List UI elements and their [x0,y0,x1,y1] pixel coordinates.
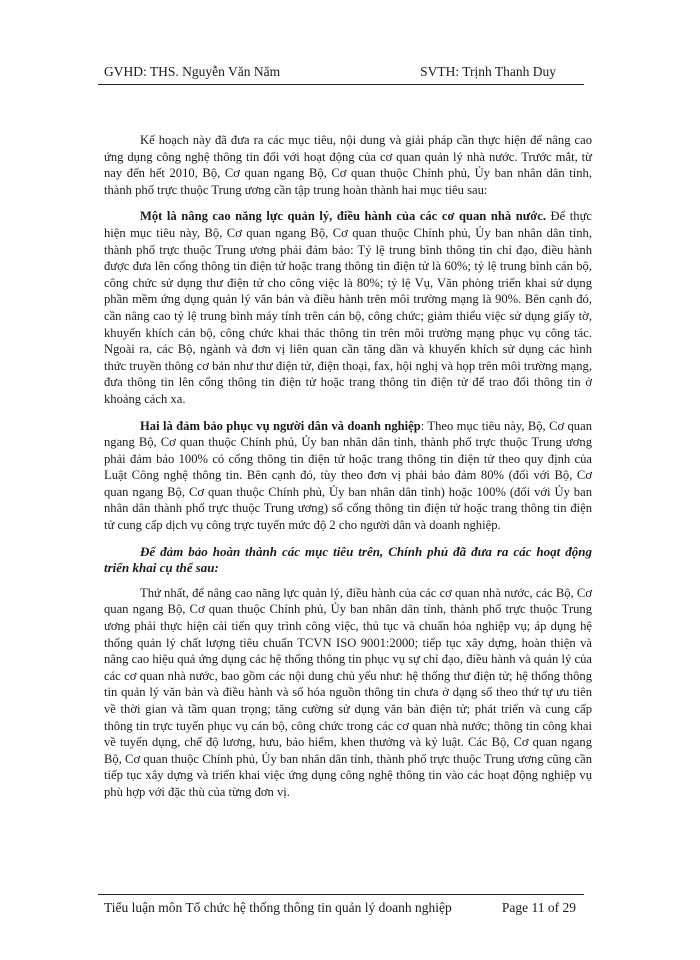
header-instructor: GVHD: THS. Nguyễn Văn Năm [104,64,281,79]
document-body [104,132,592,811]
goal-1-lead: Một là nâng cao năng lực quản lý, điều hành của các cơ quan nhà nước. [140,209,546,224]
footer-title: Tiểu luận môn Tổ chức hệ thống thông tin quản lý doanh nghiệp [104,900,452,915]
paragraph-goal-1 [104,208,592,407]
section-heading: Để đảm bảo hoàn thành các mục tiêu trên, Chính phủ đã đưa ra các hoạt động triển khai cụ thể sau: [104,543,592,576]
paragraph-goal-2 [104,418,592,534]
goal-2-text: : Theo mục tiêu này, Bộ, Cơ quan ngang Bộ, Cơ quan thuộc Chính phủ, Ủy ban nhân dân tỉnh, thành phố trực thuộc Trung ương phải đảm bảo 100% có cổng thông tin điện tử hoặc trang thông tin điện tử theo quy định của Luật Công nghệ thông tin. Bên cạnh đó, tùy theo đơn vị phải bảo đảm 80% (đối với Bộ, Cơ quan ngang Bộ, Cơ quan thuộc Chính phủ, Ủy ban nhân dân tỉnh) hoặc 100% (đối với Ủy ban nhân dân thành phố trực thuộc Trung ương) số cổng thông tin điện tử hoặc trang thông tin điện tử cung cấp dịch vụ công trực tuyến mức độ 2 cho người dân và doanh nghiệp. [104,418,592,533]
page-footer [98,894,584,917]
goal-2-lead: Hai là đảm bảo phục vụ người dân và doanh nghiệp [140,418,421,433]
paragraph-activities: Thứ nhất, để nâng cao năng lực quản lý, điều hành của các cơ quan nhà nước, các Bộ, Cơ quan ngang Bộ, Cơ quan thuộc Chính phủ, Ủy ban nhân dân tỉnh, thành phố trực thuộc Trung ương phải thực hiện cải tiến quy trình công việc, thủ tục và chuẩn hóa nghiệp vụ; áp dụng hệ thống quản lý chất lượng tiêu chuẩn TCVN ISO 9001:2000; tiếp tục xây dựng, hoàn thiện và nâng cao hiệu quả ứng dụng các hệ thống thông tin phục vụ sự chỉ đạo, điều hành và quản lý của các cơ quan nhà nước, bao gồm các nội dung chủ yếu như: hệ thống thư điện tử; hệ thống thông tin quản lý văn bản và điều hành và số hóa nguồn thông tin chưa ở dạng số theo thứ tự ưu tiên về thời gian và tầm quan trọng; tăng cường sử dụng văn bản điện tử; phát triển và cung cấp thông tin trực tuyến phục vụ cán bộ, công chức trong các cơ quan nhà nước; thông tin công khai về tuyển dụng, chế độ lương, hưu, bảo hiểm, khen thưởng và kỷ luật. Các Bộ, Cơ quan ngang Bộ, Cơ quan thuộc Chính phủ, Ủy ban nhân dân tỉnh, thành phố trực thuộc Trung ương cũng cần tiếp tục xây dựng và triển khai việc ứng dụng công nghệ thông tin vào các hoạt động nghiệp vụ phù hợp với đặc thù của từng đơn vị. [104,585,592,799]
header-student: SVTH: Trịnh Thanh Duy [420,64,556,79]
paragraph-intro: Kế hoạch này đã đưa ra các mục tiêu, nội dung và giải pháp cần thực hiện để nâng cao ứng dụng công nghệ thông tin đối với hoạt động của cơ quan quản lý nhà nước. Trước mắt, từ nay đến hết 2010, Bộ, Cơ quan ngang Bộ, Cơ quan thuộc Chính phủ, Ủy ban nhân dân tỉnh, thành phố trực thuộc Trung ương cần tập trung hoàn thành hai mục tiêu sau: [104,133,592,197]
goal-1-text: Để thực hiện mục tiêu này, Bộ, Cơ quan ngang Bộ, Cơ quan thuộc Chính phủ, Ủy ban nhân dân tỉnh, thành phố trực thuộc Trung ương phải đảm bảo: Tỷ lệ trung bình thông tin chỉ đạo, điều hành được đưa lên cổng thông tin điện tử hoặc trang thông tin điện tử là 60%; tỷ lệ trung bình cán bộ, công chức sử dụng thư điện tử cho công việc là 80%; tỷ lệ Vụ, Văn phòng triển khai sử dụng phần mềm ứng dụng quản lý văn bản và điều hành trên môi trường mạng là 90%. Bên cạnh đó, cần nâng cao tỷ lệ trung bình máy tính trên cán bộ, công chức; giảm thiểu việc sử dụng giấy tờ, khuyến khích cán bộ, công chức khai thác thông tin trên môi trường mạng phục vụ công tác. Ngoài ra, các Bộ, ngành và đơn vị liên quan cần tăng dần và khuyến khích sử dụng các hình thức truyền thông cơ bản như thư điện tử, điện thoại, fax, hội nghị và họp trên môi trường mạng, đưa thông tin lên cổng thông tin điện tử hoặc trang thông tin điện tử để trao đổi thông tin ở khoảng cách xa. [104,209,592,406]
page-header [98,62,584,85]
page-number: Page 11 of 29 [501,900,576,915]
